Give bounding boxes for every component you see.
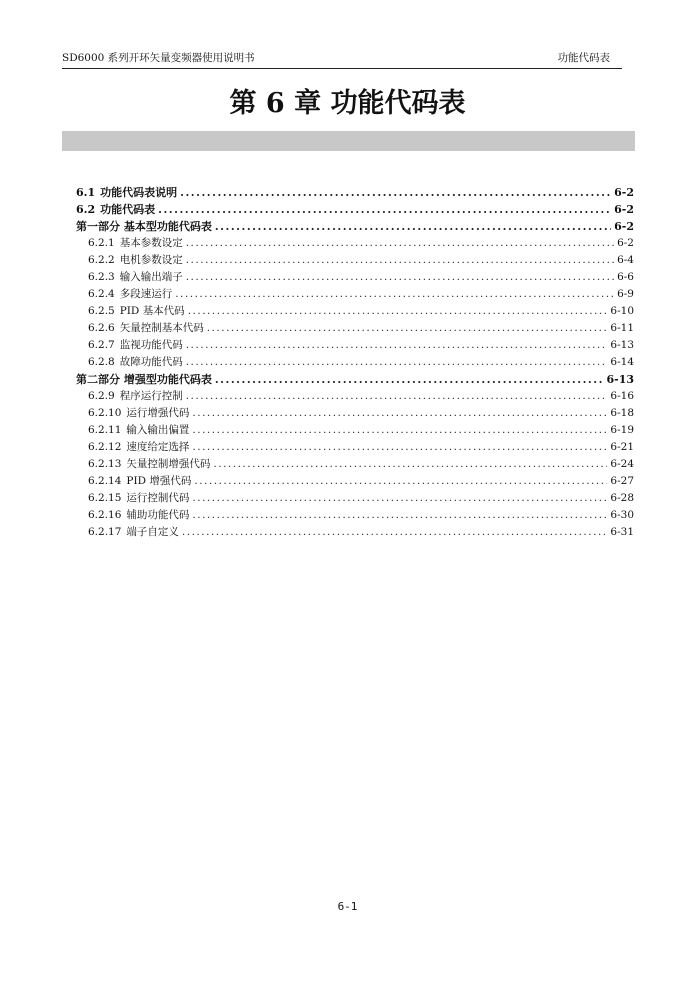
toc-entry-title: 速度给定选择: [126, 441, 190, 453]
toc-entry-number: 6.1: [76, 186, 96, 199]
toc-leader-dots: [175, 286, 614, 303]
toc-entry-page: 6-30: [610, 509, 634, 521]
toc-leader-dots: [192, 507, 607, 524]
toc-entry-number: 6.2.6: [88, 322, 115, 334]
toc-entry[interactable]: [76, 422, 634, 439]
toc-entry-page: 6-4: [617, 254, 634, 266]
toc-entry-page: 6-10: [610, 305, 634, 317]
toc-entry-page: 6-13: [606, 373, 634, 386]
toc-entry[interactable]: [76, 252, 634, 269]
toc-entry[interactable]: [76, 235, 634, 252]
toc-leader-dots: [186, 252, 614, 269]
toc-entry[interactable]: [76, 337, 634, 354]
toc-entry-page: 6-11: [610, 322, 634, 334]
toc-entry[interactable]: [76, 456, 634, 473]
toc-entry-number: 6.2.5: [88, 305, 115, 317]
toc-entry-title: 监视功能代码: [119, 339, 183, 351]
toc-entry[interactable]: [76, 201, 634, 218]
toc-entry[interactable]: [76, 184, 634, 201]
toc-leader-dots: [192, 490, 607, 507]
toc-entry-title: 故障功能代码: [119, 356, 183, 368]
toc-leader-dots: [213, 456, 607, 473]
toc-leader-dots: [215, 371, 604, 388]
toc-leader-dots: [186, 235, 614, 252]
table-of-contents: [76, 184, 634, 541]
toc-entry-number: 6.2.9: [88, 390, 115, 402]
toc-leader-dots: [182, 524, 608, 541]
toc-entry-title: 第一部分 基本型功能代码表: [76, 220, 212, 233]
toc-entry[interactable]: [76, 371, 634, 388]
toc-entry[interactable]: [76, 354, 634, 371]
toc-entry-number: 6.2: [76, 203, 96, 216]
toc-entry-page: 6-2: [614, 186, 634, 199]
header-manual-title: SD6000 系列开环矢量变频器使用说明书: [62, 52, 255, 64]
chapter-title: 第 6 章 功能代码表: [229, 88, 466, 119]
toc-entry-title: PID 基本代码: [119, 305, 185, 317]
toc-entry-page: 6-6: [617, 271, 634, 283]
toc-entry[interactable]: [76, 524, 634, 541]
toc-entry-title: 输入输出端子: [119, 271, 183, 283]
toc-leader-dots: [186, 354, 608, 371]
toc-entry[interactable]: [76, 218, 634, 235]
toc-entry-page: 6-2: [617, 237, 634, 249]
toc-leader-dots: [192, 405, 607, 422]
toc-entry[interactable]: [76, 439, 634, 456]
toc-leader-dots: [192, 422, 607, 439]
toc-entry-page: 6-28: [610, 492, 634, 504]
toc-entry[interactable]: [76, 303, 634, 320]
toc-entry-page: 6-14: [610, 356, 634, 368]
toc-entry-title: 多段速运行: [119, 288, 173, 300]
toc-entry-page: 6-31: [610, 526, 634, 538]
toc-leader-dots: [194, 473, 607, 490]
toc-entry-page: 6-9: [617, 288, 634, 300]
toc-entry-page: 6-2: [614, 203, 634, 216]
toc-leader-dots: [192, 439, 607, 456]
toc-entry[interactable]: [76, 320, 634, 337]
toc-entry-title: 运行增强代码: [126, 407, 190, 419]
toc-leader-dots: [180, 184, 611, 201]
page-header: [62, 50, 622, 69]
page-number: 6-1: [337, 900, 358, 913]
toc-entry[interactable]: [76, 473, 634, 490]
header-section-title: 功能代码表: [557, 52, 610, 64]
toc-entry-page: 6-16: [610, 390, 634, 402]
toc-entry-title: 程序运行控制: [119, 390, 183, 402]
toc-entry[interactable]: [76, 286, 634, 303]
toc-entry[interactable]: [76, 490, 634, 507]
toc-entry-title: 基本参数设定: [119, 237, 183, 249]
toc-entry-page: 6-27: [610, 475, 634, 487]
toc-entry-number: 6.2.8: [88, 356, 115, 368]
toc-entry-title: 端子自定义: [126, 526, 179, 538]
toc-entry-title: PID 增强代码: [126, 475, 192, 487]
toc-entry-number: 6.2.4: [88, 288, 115, 300]
toc-entry-page: 6-2: [614, 220, 634, 233]
toc-entry-title: 功能代码表说明: [100, 186, 178, 199]
toc-entry-title: 辅助功能代码: [126, 509, 190, 521]
toc-entry-number: 6.2.10: [88, 407, 122, 419]
toc-entry-title: 矢量控制增强代码: [126, 458, 211, 470]
toc-entry-title: 运行控制代码: [126, 492, 190, 504]
toc-entry-number: 6.2.11: [88, 424, 122, 436]
toc-entry-title: 电机参数设定: [119, 254, 183, 266]
toc-leader-dots: [186, 337, 608, 354]
toc-entry-number: 6.2.14: [88, 475, 122, 487]
toc-leader-dots: [207, 320, 608, 337]
chapter-divider-band: [62, 131, 635, 151]
toc-entry-page: 6-21: [610, 441, 634, 453]
toc-entry-number: 6.2.7: [88, 339, 115, 351]
toc-entry-number: 6.2.16: [88, 509, 122, 521]
toc-entry-number: 6.2.3: [88, 271, 115, 283]
toc-leader-dots: [186, 269, 614, 286]
toc-entry-title: 功能代码表: [100, 203, 156, 216]
toc-entry-number: 6.2.13: [88, 458, 122, 470]
toc-entry-page: 6-24: [610, 458, 634, 470]
toc-entry-number: 6.2.12: [88, 441, 122, 453]
toc-entry-title: 矢量控制基本代码: [119, 322, 204, 334]
toc-entry-page: 6-13: [610, 339, 634, 351]
toc-entry-title: 第二部分 增强型功能代码表: [76, 373, 212, 386]
toc-entry-number: 6.2.2: [88, 254, 115, 266]
toc-entry[interactable]: [76, 388, 634, 405]
toc-entry-page: 6-18: [610, 407, 634, 419]
toc-entry[interactable]: [76, 507, 634, 524]
toc-entry-page: 6-19: [610, 424, 634, 436]
toc-leader-dots: [188, 303, 608, 320]
toc-entry-number: 6.2.15: [88, 492, 122, 504]
toc-entry-title: 输入输出偏置: [126, 424, 190, 436]
toc-entry[interactable]: [76, 269, 634, 286]
toc-leader-dots: [215, 218, 611, 235]
toc-entry-number: 6.2.1: [88, 237, 115, 249]
toc-leader-dots: [186, 388, 608, 405]
toc-entry-number: 6.2.17: [88, 526, 122, 538]
toc-leader-dots: [158, 201, 611, 218]
toc-entry[interactable]: [76, 405, 634, 422]
